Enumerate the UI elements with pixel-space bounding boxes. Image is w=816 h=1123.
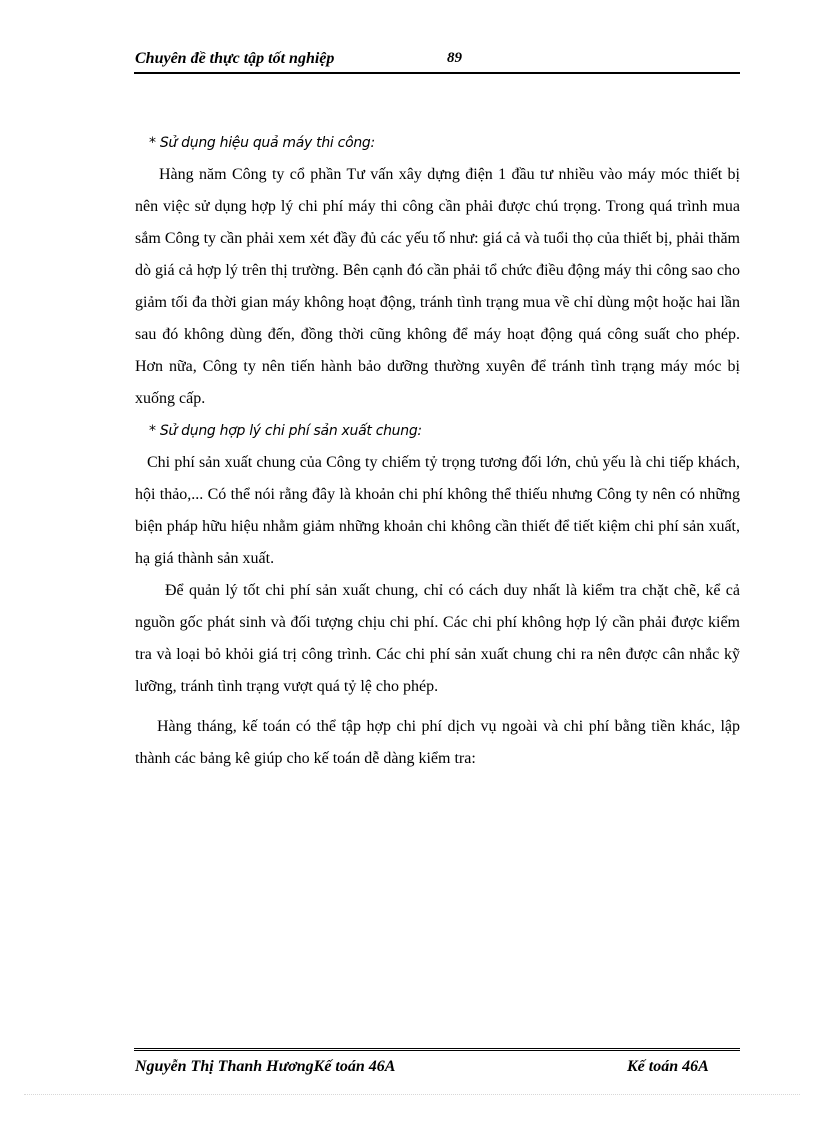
document-body: [135, 127, 740, 775]
paragraph-monthly-listing: Hàng tháng, kế toán có thể tập hợp chi phí dịch vụ ngoài và chi phí bằng tiền khác, lập thành các bảng kê giúp cho kế toán dễ dàng kiểm tra:: [135, 718, 740, 767]
paragraph-machine-costs: Hàng năm Công ty cổ phần Tư vấn xây dựng điện 1 đầu tư nhiều vào máy móc thiết bị nên việc sử dụng hợp lý chi phí máy thi công cần phải được chú trọng. Trong quá trình mua sắm Công ty cần phải xem xét đầy đủ các yếu tố như: giá cả và tuổi thọ của thiết bị, phải thăm dò giá cả hợp lý trên thị trường. Bên cạnh đó cần phải tổ chức điều động máy thi công sao cho giảm tối đa thời gian máy không hoạt động, tránh tình trạng mua về chỉ dùng một hoặc hai lần sau đó không dùng đến, đồng thời cũng không để máy hoạt động quá công suất cho phép. Hơn nữa, Công ty nên tiến hành bảo dưỡng thường xuyên để tránh tình trạng máy móc bị xuống cấp.: [135, 166, 740, 407]
paragraph-overhead-share: Chi phí sản xuất chung của Công ty chiếm tỷ trọng tương đối lớn, chủ yếu là chi tiếp khách, hội thảo,... Có thể nói rằng đây là khoản chi phí không thể thiếu nhưng Công ty nên có những biện pháp hữu hiệu nhằm giảm những khoản chi không cần thiết để tiết kiệm chi phí sản xuất, hạ giá thành sản xuất.: [135, 454, 740, 567]
page-edge-divider: [24, 1094, 800, 1095]
paragraph-overhead-control: Để quản lý tốt chi phí sản xuất chung, chỉ có cách duy nhất là kiểm tra chặt chẽ, kể cả nguồn gốc phát sinh và đối tượng chịu chi phí. Các chi phí không hợp lý cần phải được kiểm tra và loại bỏ khỏi giá trị công trình. Các chi phí sản xuất chung chi ra nên được cân nhắc kỹ lưỡng, tránh tình trạng vượt quá tỷ lệ cho phép.: [135, 582, 740, 695]
subheading-machine-usage: * Sử dụng hiệu quả máy thi công:: [149, 135, 375, 151]
footer-author: Nguyễn Thị Thanh HươngKế toán 46A: [135, 1058, 396, 1075]
footer-department: Kế toán 46A: [627, 1058, 709, 1075]
page-footer: [134, 1048, 740, 1081]
page-number: 89: [447, 50, 462, 66]
page-header: [134, 46, 740, 74]
subheading-overhead-costs: * Sử dụng hợp lý chi phí sản xuất chung:: [149, 423, 422, 439]
header-title: Chuyên đề thực tập tốt nghiệp: [135, 50, 335, 67]
